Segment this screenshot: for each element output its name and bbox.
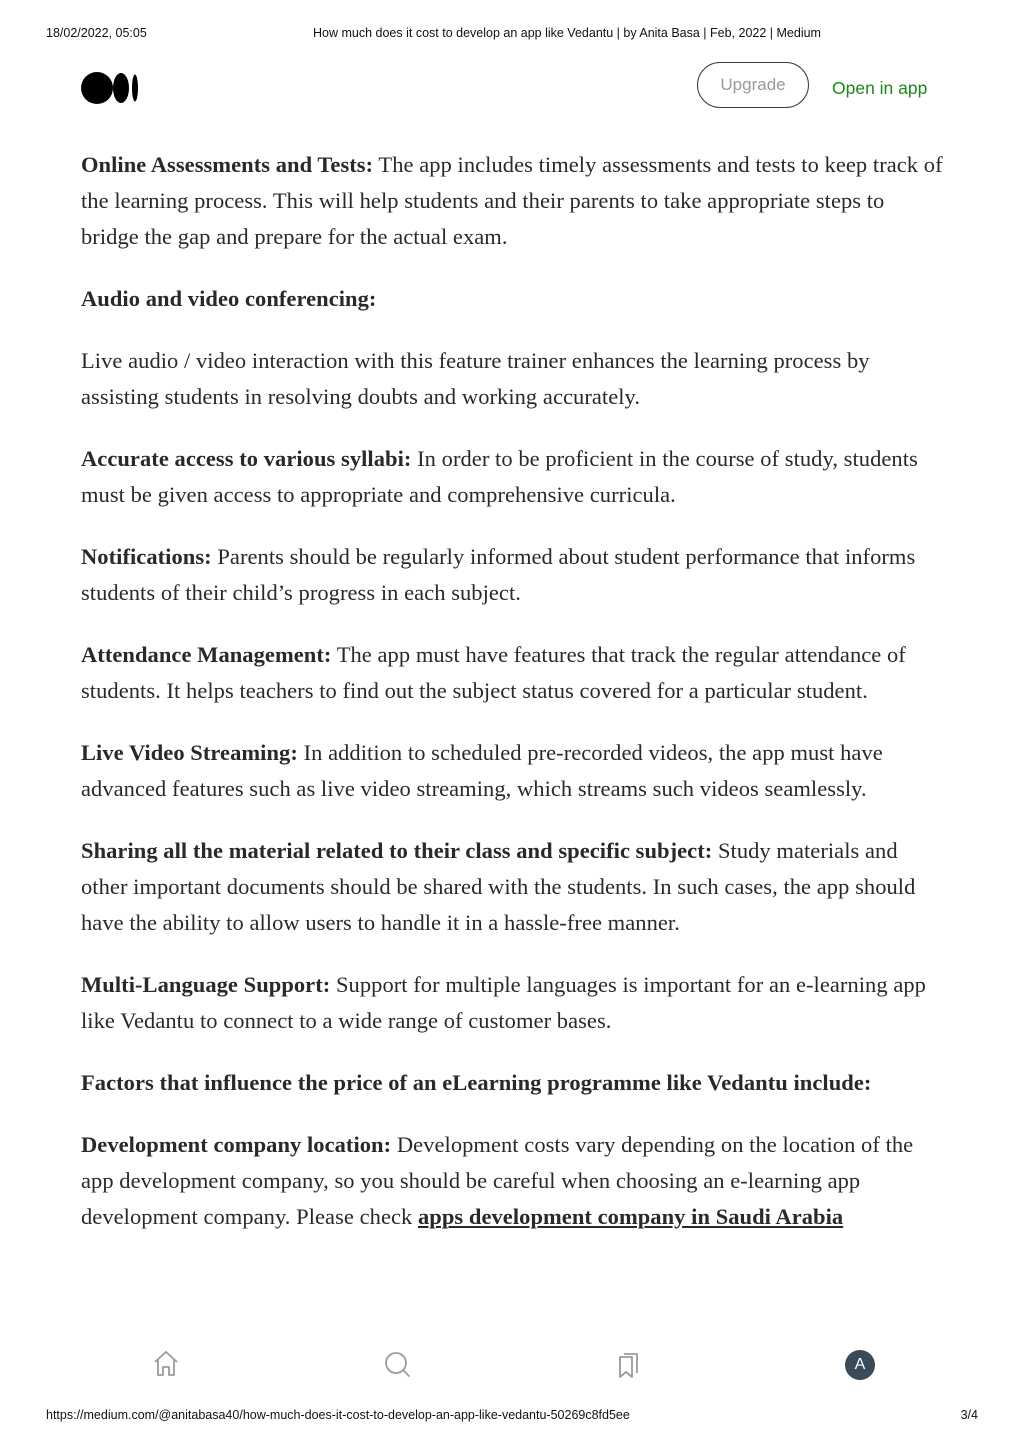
article-body <box>81 147 947 1329</box>
paragraph-heading: Notifications: <box>81 544 212 569</box>
upgrade-button[interactable]: Upgrade <box>697 62 809 108</box>
paragraph-heading: Multi-Language Support: <box>81 972 331 997</box>
paragraph-text: Live audio / video interaction with this feature trainer enhances the learning process by assisting students in resolving doubts and working accurately. <box>81 348 870 409</box>
paragraph-text: The app includes timely assessments and tests to keep track of the learning process. This will help students and their parents to take appropriate steps to bridge the gap and prepare for the actual exam. <box>81 152 943 249</box>
saudi-arabia-company-link[interactable]: apps development company in Saudi Arabia <box>418 1204 844 1229</box>
paragraph-heading: Accurate access to various syllabi: <box>81 446 412 471</box>
paragraph-heading: Sharing all the material related to their class and specific subject: <box>81 838 713 863</box>
article-paragraph <box>81 735 947 807</box>
paragraph-text: The app must have features that track the regular attendance of students. It helps teachers to find out the subject status covered for a particular student. <box>81 642 906 703</box>
article-paragraph <box>81 1127 947 1235</box>
print-header <box>0 26 1024 42</box>
print-page-number: 3/4 <box>960 1408 978 1422</box>
paragraph-heading: Attendance Management: <box>81 642 332 667</box>
print-page-title: How much does it cost to develop an app like Vedantu | by Anita Basa | Feb, 2022 | Medium <box>313 26 821 40</box>
avatar[interactable]: A <box>845 1350 875 1380</box>
paragraph-text: In order to be proficient in the course of study, students must be given access to appropriate and comprehensive curricula. <box>81 446 918 507</box>
home-icon[interactable] <box>150 1348 182 1380</box>
article-paragraph <box>81 539 947 611</box>
paragraph-text: Study materials and other important documents should be shared with the students. In such cases, the app should have the ability to allow users to handle it in a hassle-free manner. <box>81 838 916 935</box>
paragraph-heading: Audio and video conferencing: <box>81 286 377 311</box>
article-paragraph <box>81 967 947 1039</box>
article-paragraph <box>81 343 947 415</box>
article-paragraph <box>81 147 947 255</box>
article-paragraph <box>81 281 947 317</box>
print-datetime: 18/02/2022, 05:05 <box>46 26 147 40</box>
search-icon[interactable] <box>381 1348 413 1380</box>
paragraph-heading: Factors that influence the price of an eLearning programme like Vedantu include: <box>81 1070 872 1095</box>
paragraph-heading: Development company location: <box>81 1132 392 1157</box>
paragraph-text: Parents should be regularly informed about student performance that informs students of their child’s progress in each subject. <box>81 544 916 605</box>
paragraph-text: Support for multiple languages is important for an e-learning app like Vedantu to connect to a wide range of customer bases. <box>81 972 926 1033</box>
article-paragraph <box>81 833 947 941</box>
bookmarks-icon[interactable] <box>612 1348 644 1380</box>
paragraph-heading: Online Assessments and Tests: <box>81 152 374 177</box>
paragraph-text: Development costs vary depending on the location of the app development company, so you should be careful when choosing an e-learning app development company. Please check <box>81 1132 914 1229</box>
bottom-navigation <box>0 1342 1024 1388</box>
article-paragraph <box>81 637 947 709</box>
print-url: https://medium.com/@anitabasa40/how-much-does-it-cost-to-develop-an-app-like-vedantu-50269c8fd5ee <box>46 1408 630 1422</box>
print-footer <box>0 1408 1024 1424</box>
article-paragraph <box>81 1065 947 1101</box>
open-in-app-link[interactable]: Open in app <box>832 78 928 98</box>
top-bar <box>0 58 1024 120</box>
medium-logo-icon[interactable] <box>81 72 141 104</box>
article-paragraph <box>81 441 947 513</box>
paragraph-text: In addition to scheduled pre-recorded videos, the app must have advanced features such as live video streaming, which streams such videos seamlessly. <box>81 740 883 801</box>
paragraph-heading: Live Video Streaming: <box>81 740 298 765</box>
